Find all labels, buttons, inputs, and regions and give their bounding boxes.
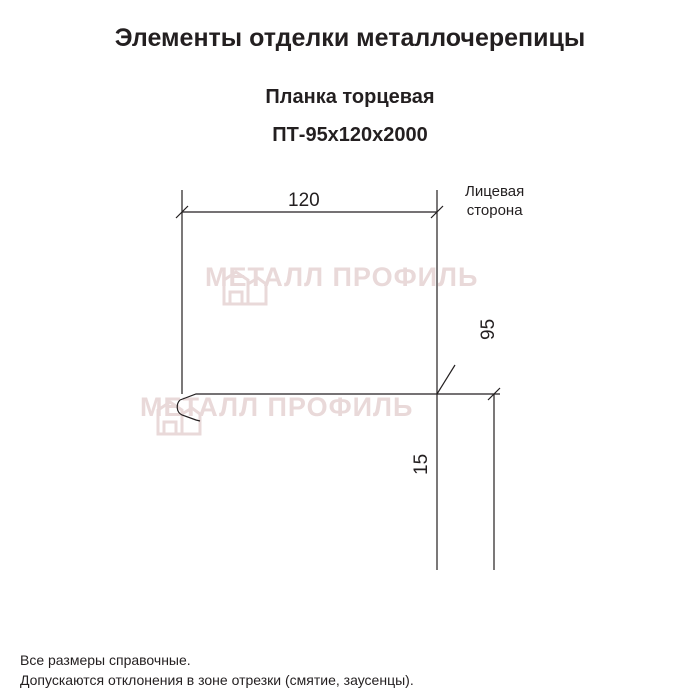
dimension-label-95: 95 bbox=[478, 318, 499, 340]
face-side-label-line1: Лицевая bbox=[465, 183, 525, 200]
face-side-label-line2: сторона bbox=[466, 202, 523, 219]
leader-line-face bbox=[437, 365, 455, 394]
profile-top-and-leg bbox=[180, 394, 437, 570]
dimension-label-15: 15 bbox=[411, 453, 432, 475]
page-title: Элементы отделки металлочерепицы bbox=[114, 24, 586, 52]
drawing-svg bbox=[0, 150, 700, 570]
footer-notes bbox=[20, 650, 414, 690]
footer-note-1: Все размеры справочные. bbox=[20, 652, 191, 668]
watermark-text: МЕТАЛЛ ПРОФИЛЬ bbox=[140, 392, 414, 422]
face-side-label bbox=[465, 182, 524, 220]
technical-drawing bbox=[0, 150, 700, 570]
profile-hem bbox=[177, 400, 200, 421]
dimension-label-120: 120 bbox=[288, 190, 320, 211]
product-code: ПТ-95х120х2000 bbox=[272, 124, 428, 146]
watermark-text: МЕТАЛЛ ПРОФИЛЬ bbox=[205, 262, 479, 292]
footer-note-2: Допускаются отклонения в зоне отрезки (смятие, заусенцы). bbox=[20, 672, 414, 688]
product-name: Планка торцевая bbox=[265, 86, 435, 108]
